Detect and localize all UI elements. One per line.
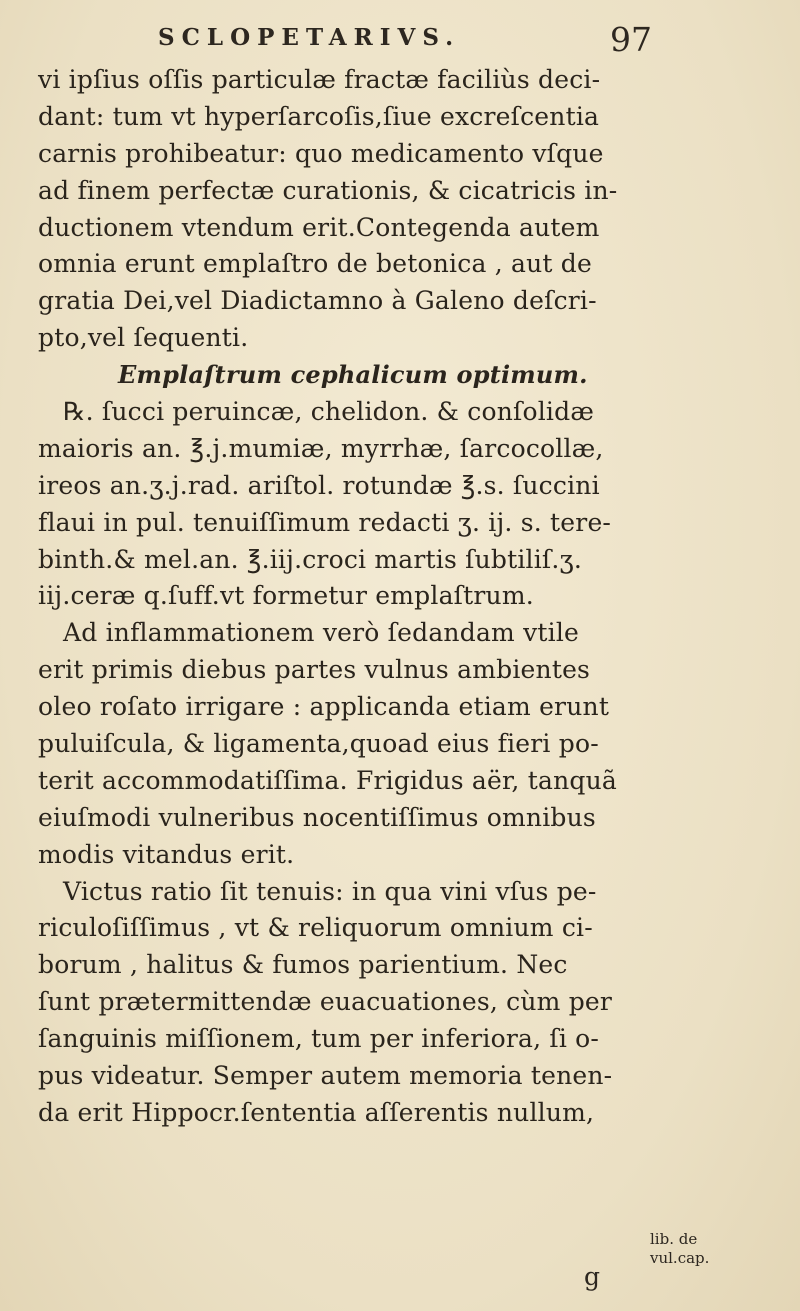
text-line: oleo roſato irrigare : applicanda etiam erunt <box>38 692 610 722</box>
marginal-note-line: vul.cap. <box>650 1249 710 1267</box>
text-line: Ad inflammationem verò ſedandam vtile <box>63 618 580 648</box>
text-line: carnis prohibeatur: quo medicamento vſque <box>38 138 604 168</box>
text-line: dant: tum vt hyperſarcoſis,ſiue excreſcentia <box>38 101 600 131</box>
page-number: 97 <box>610 20 652 59</box>
text-line: vi ipſius oſſis particulæ fractæ faciliùs deci- <box>38 65 601 94</box>
text-line: borum , halitus & fumos parientium. Nec <box>38 950 568 980</box>
text-line: ℞. ſucci peruincæ, chelidon. & conſolidæ <box>63 397 595 427</box>
text-line: omnia erunt emplaſtro de betonica , aut de <box>38 249 592 279</box>
page-header <box>0 20 800 60</box>
text-line: erit primis diebus partes vulnus ambientes <box>38 655 591 685</box>
catchword: g <box>584 1262 601 1291</box>
text-line: binth.& mel.an. ℥.iij.croci martis ſubtiliſ.ʒ. <box>38 544 582 574</box>
text-line: puluiſcula, & ligamenta,quoad eius fieri po- <box>38 729 599 759</box>
body-text <box>38 62 728 1132</box>
marginal-note-line: lib. de <box>650 1230 698 1248</box>
text-line: riculoſiſſimus , vt & reliquorum omnium ci- <box>38 913 593 943</box>
text-line: maioris an. ℥.j.mumiæ, myrrhæ, ſarcocollæ, <box>38 433 604 463</box>
text-line: ireos an.ʒ.j.rad. ariſtol. rotundæ ℥.s. ſuccini <box>38 470 600 500</box>
running-head: SCLOPETARIVS. <box>158 24 461 51</box>
text-line: da erit Hippocr.ſententia aſſerentis nullum, <box>38 1097 595 1127</box>
text-line: ſunt prætermittendæ euacuationes, cùm per <box>38 987 613 1017</box>
text-line: modis vitandus erit. <box>38 839 295 869</box>
marginal-note <box>650 1230 709 1268</box>
text-line: Victus ratio ſit tenuis: in qua vini vſus pe- <box>63 876 597 906</box>
text-line: gratia Dei,vel Diadictamno à Galeno deſcri- <box>38 286 597 316</box>
text-line: ſanguinis miſſionem, tum per inferiora, ſi o- <box>38 1024 600 1054</box>
text-line: ad finem perfectæ curationis, & cicatricis in- <box>38 175 618 205</box>
text-line: iij.ceræ q.ſuff.vt formetur emplaſtrum. <box>38 581 534 611</box>
text-line: eiuſmodi vulneribus nocentiſſimus omnibus <box>38 802 596 832</box>
text-line: terit accommodatiſſima. Frigidus aër, tanquã <box>38 765 617 795</box>
section-heading: Emplaſtrum cephalicum optimum. <box>118 360 588 390</box>
text-line: pto,vel ſequenti. <box>38 323 249 353</box>
text-line: flaui in pul. tenuiſſimum redacti ʒ. ij. s. tere- <box>38 507 612 537</box>
text-line: pus videatur. Semper autem memoria tenen- <box>38 1061 613 1091</box>
text-line: ductionem vtendum erit.Contegenda autem <box>38 212 600 242</box>
